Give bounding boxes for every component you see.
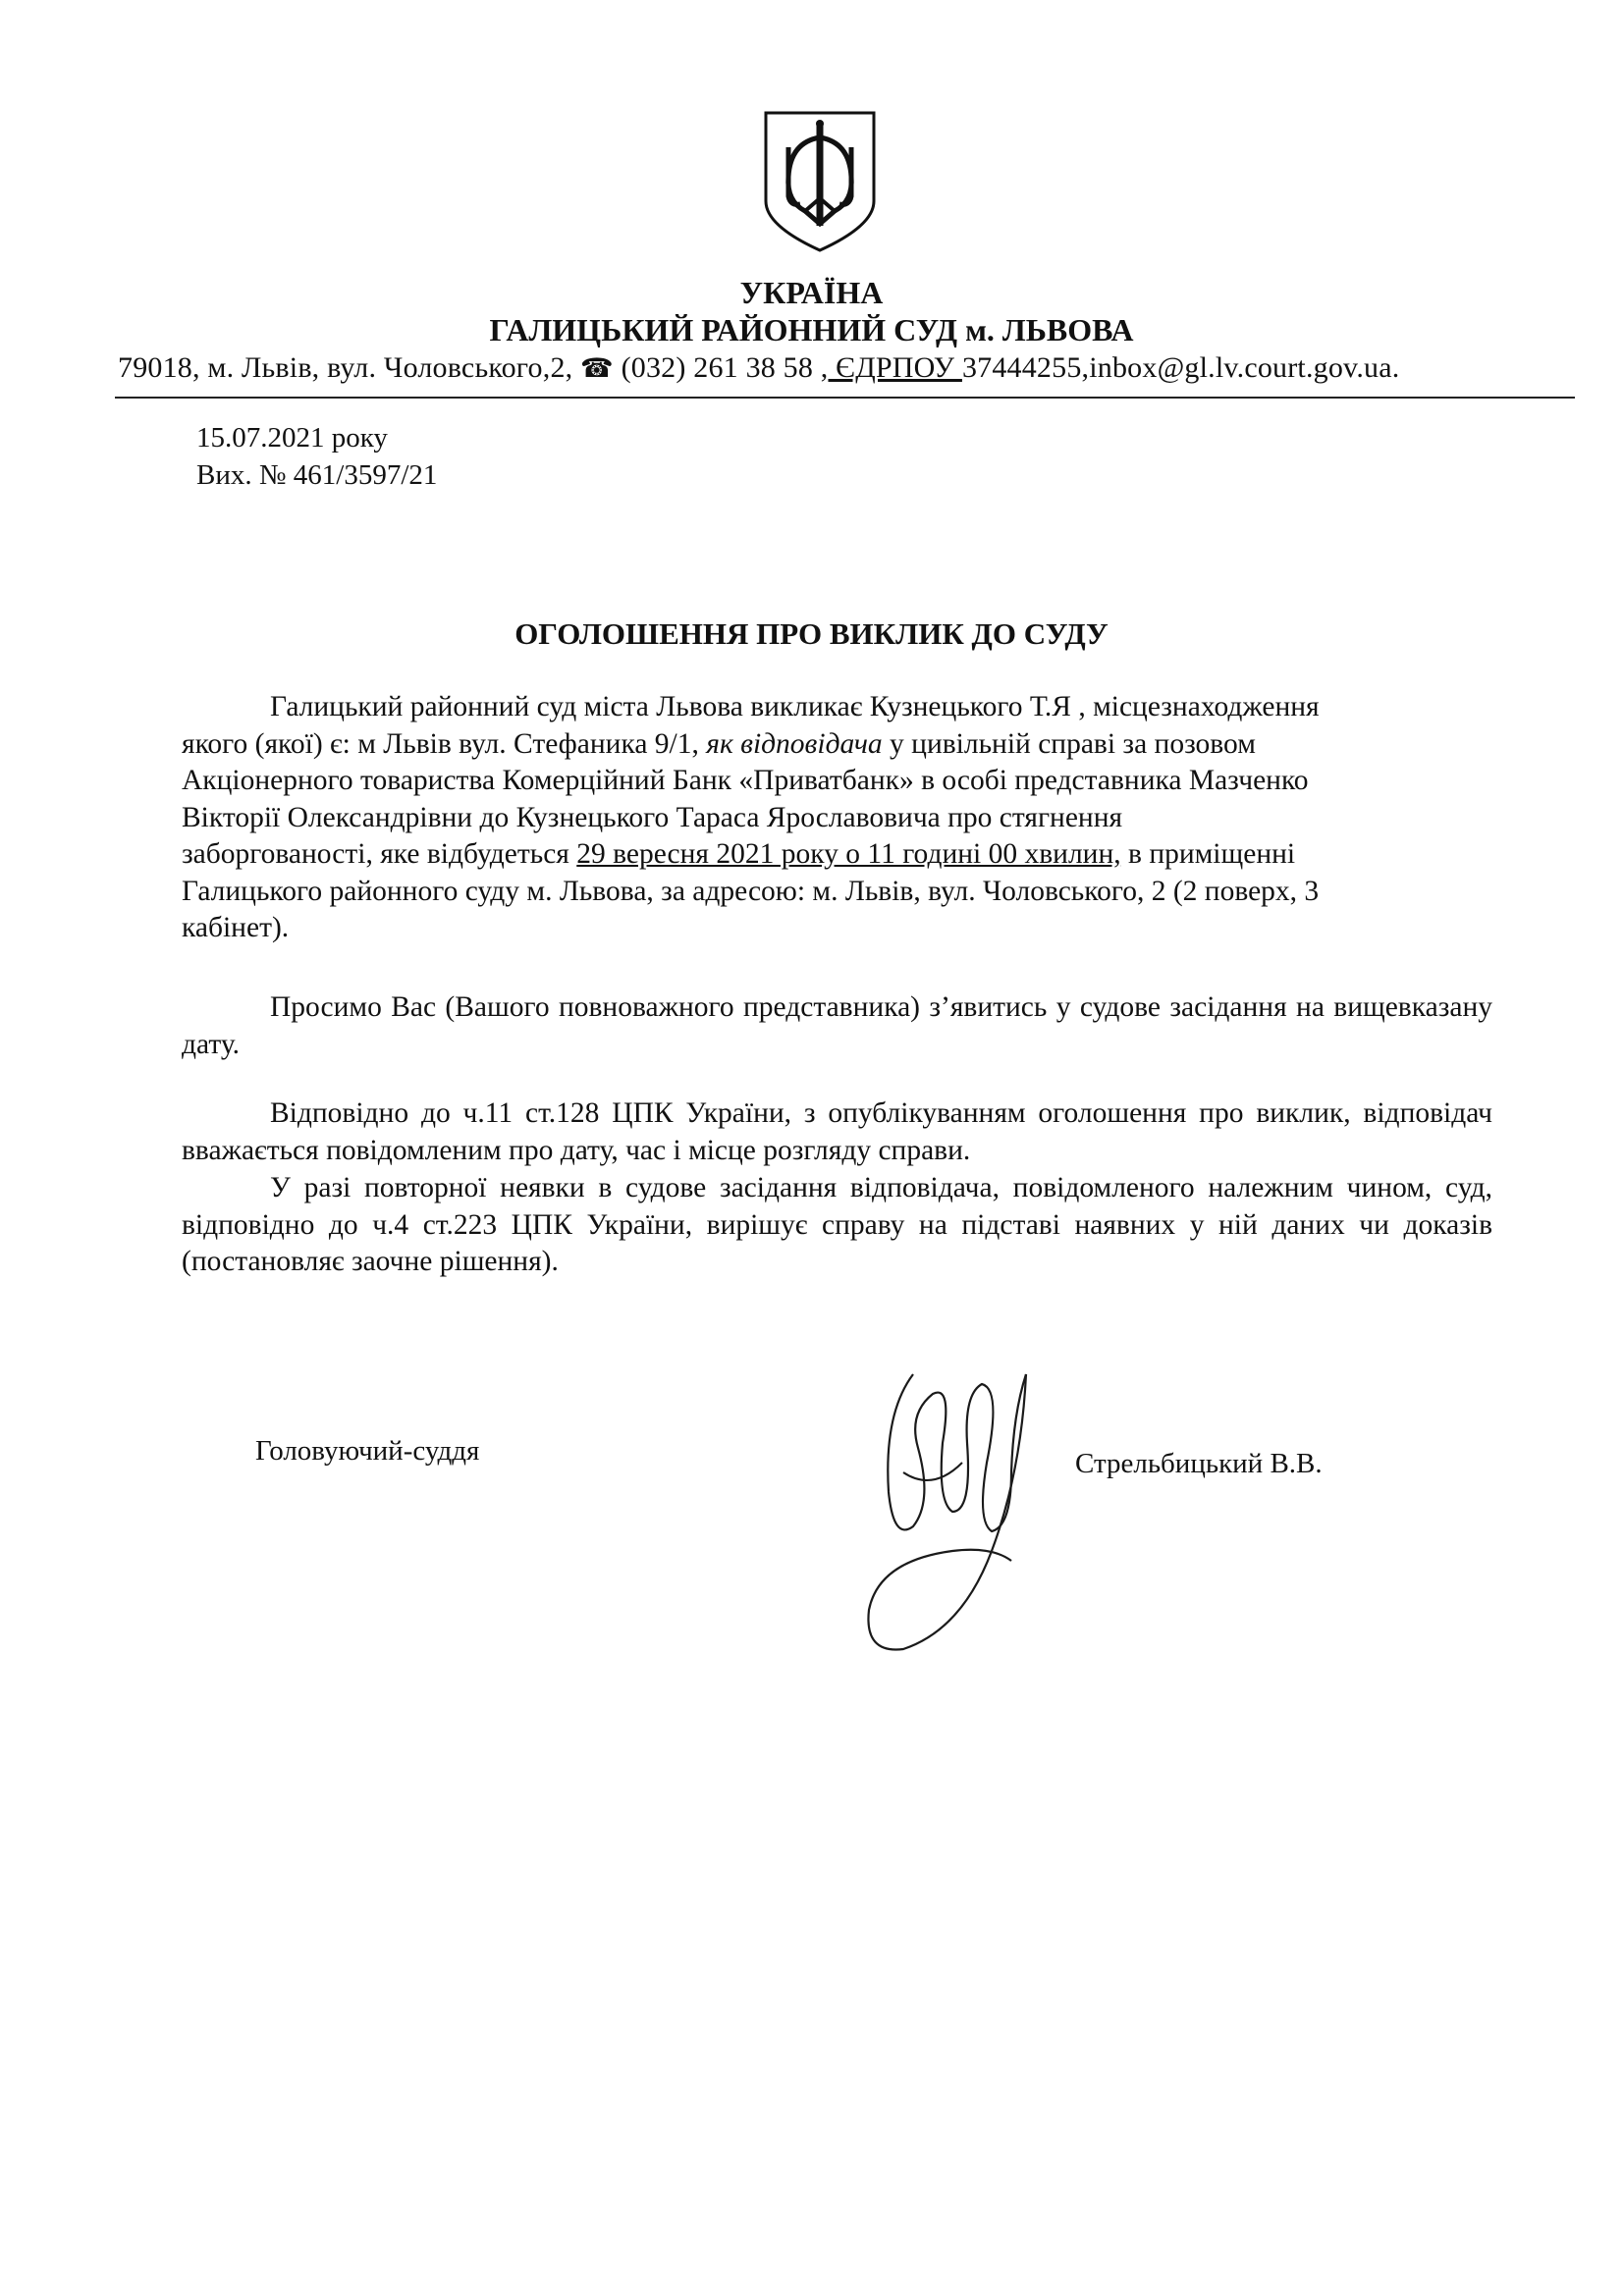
signatory-role: Головуючий-суддя: [255, 1435, 480, 1467]
summons-line: Галицький районний суд міста Львова викликає Кузнецького Т.Я , місцезнаходження: [270, 691, 1320, 722]
summons-line: Галицького районного суду м. Львова, за адресою: м. Львів, вул. Чоловського, 2 (2 поверх, 3: [182, 875, 1320, 907]
summons-paragraph: [182, 689, 1497, 947]
summons-line: [182, 836, 1497, 874]
country-heading: УКРАЇНА: [739, 275, 884, 310]
coat-of-arms-icon: [761, 108, 879, 255]
judge-name: Стрельбицький В.В.: [1075, 1448, 1323, 1479]
court-contacts: [118, 351, 1571, 385]
court-name-heading: ГАЛИЦЬКИЙ РАЙОННИЙ СУД м. ЛЬВОВА: [489, 312, 1134, 347]
summons-line: [182, 726, 1497, 764]
document-date: 15.07.2021 року: [196, 422, 388, 454]
edrpou-email: 37444255,inbox@gl.lv.court.gov.ua.: [961, 351, 1400, 384]
request-paragraph: Просимо Вас (Вашого повноважного представника) з’явитись у судове засідання на вищевказану дату.: [182, 991, 1492, 1060]
court-address: 79018, м. Львів, вул. Чоловського,2,: [118, 351, 573, 384]
handwritten-signature: [844, 1355, 1060, 1669]
summons-text: в приміщенні: [1120, 838, 1296, 870]
court-phone: (032) 261 38 58 ,: [613, 351, 829, 384]
edrpou-label: ЄДРПОУ: [828, 351, 962, 384]
defendant-role: як відповідача: [706, 727, 883, 760]
hearing-datetime: 29 вересня 2021 року о 11 годині 00 хвилин,: [576, 838, 1121, 870]
header-divider: [115, 397, 1575, 399]
document-title: ОГОЛОШЕННЯ ПРО ВИКЛИК ДО СУДУ: [514, 616, 1109, 651]
telephone-icon: ☎: [580, 353, 614, 383]
outgoing-number: Вих. № 461/3597/21: [196, 459, 438, 491]
default-judgment-paragraph: У разі повторної неявки в судове засідання відповідача, повідомленого належним чином, суд, відповідно до ч.4 ст.223 ЦПК України, вирішує справу на підставі наявних у ній даних чи доказів (постановляє заочне рішення).: [182, 1172, 1492, 1277]
summons-line: Акціонерного товариства Комерційний Банк «Приватбанк» в особі представника Мазченко: [182, 765, 1309, 796]
summons-line: кабінет).: [182, 912, 290, 943]
summons-text: якого (якої) є: м Львів вул. Стефаника 9/1,: [182, 727, 707, 760]
summons-text: заборгованості, яке відбудеться: [182, 838, 577, 870]
summons-line: Вікторії Олександрівни до Кузнецького Тараса Ярославовича про стягнення: [182, 801, 1123, 833]
notice-paragraph: Відповідно до ч.11 ст.128 ЦПК України, з опублікуванням оголошення про виклик, відповідач вважається повідомленим про дату, час і місце розгляду справи.: [182, 1097, 1492, 1166]
summons-text: у цивільній справі за позовом: [882, 727, 1256, 760]
